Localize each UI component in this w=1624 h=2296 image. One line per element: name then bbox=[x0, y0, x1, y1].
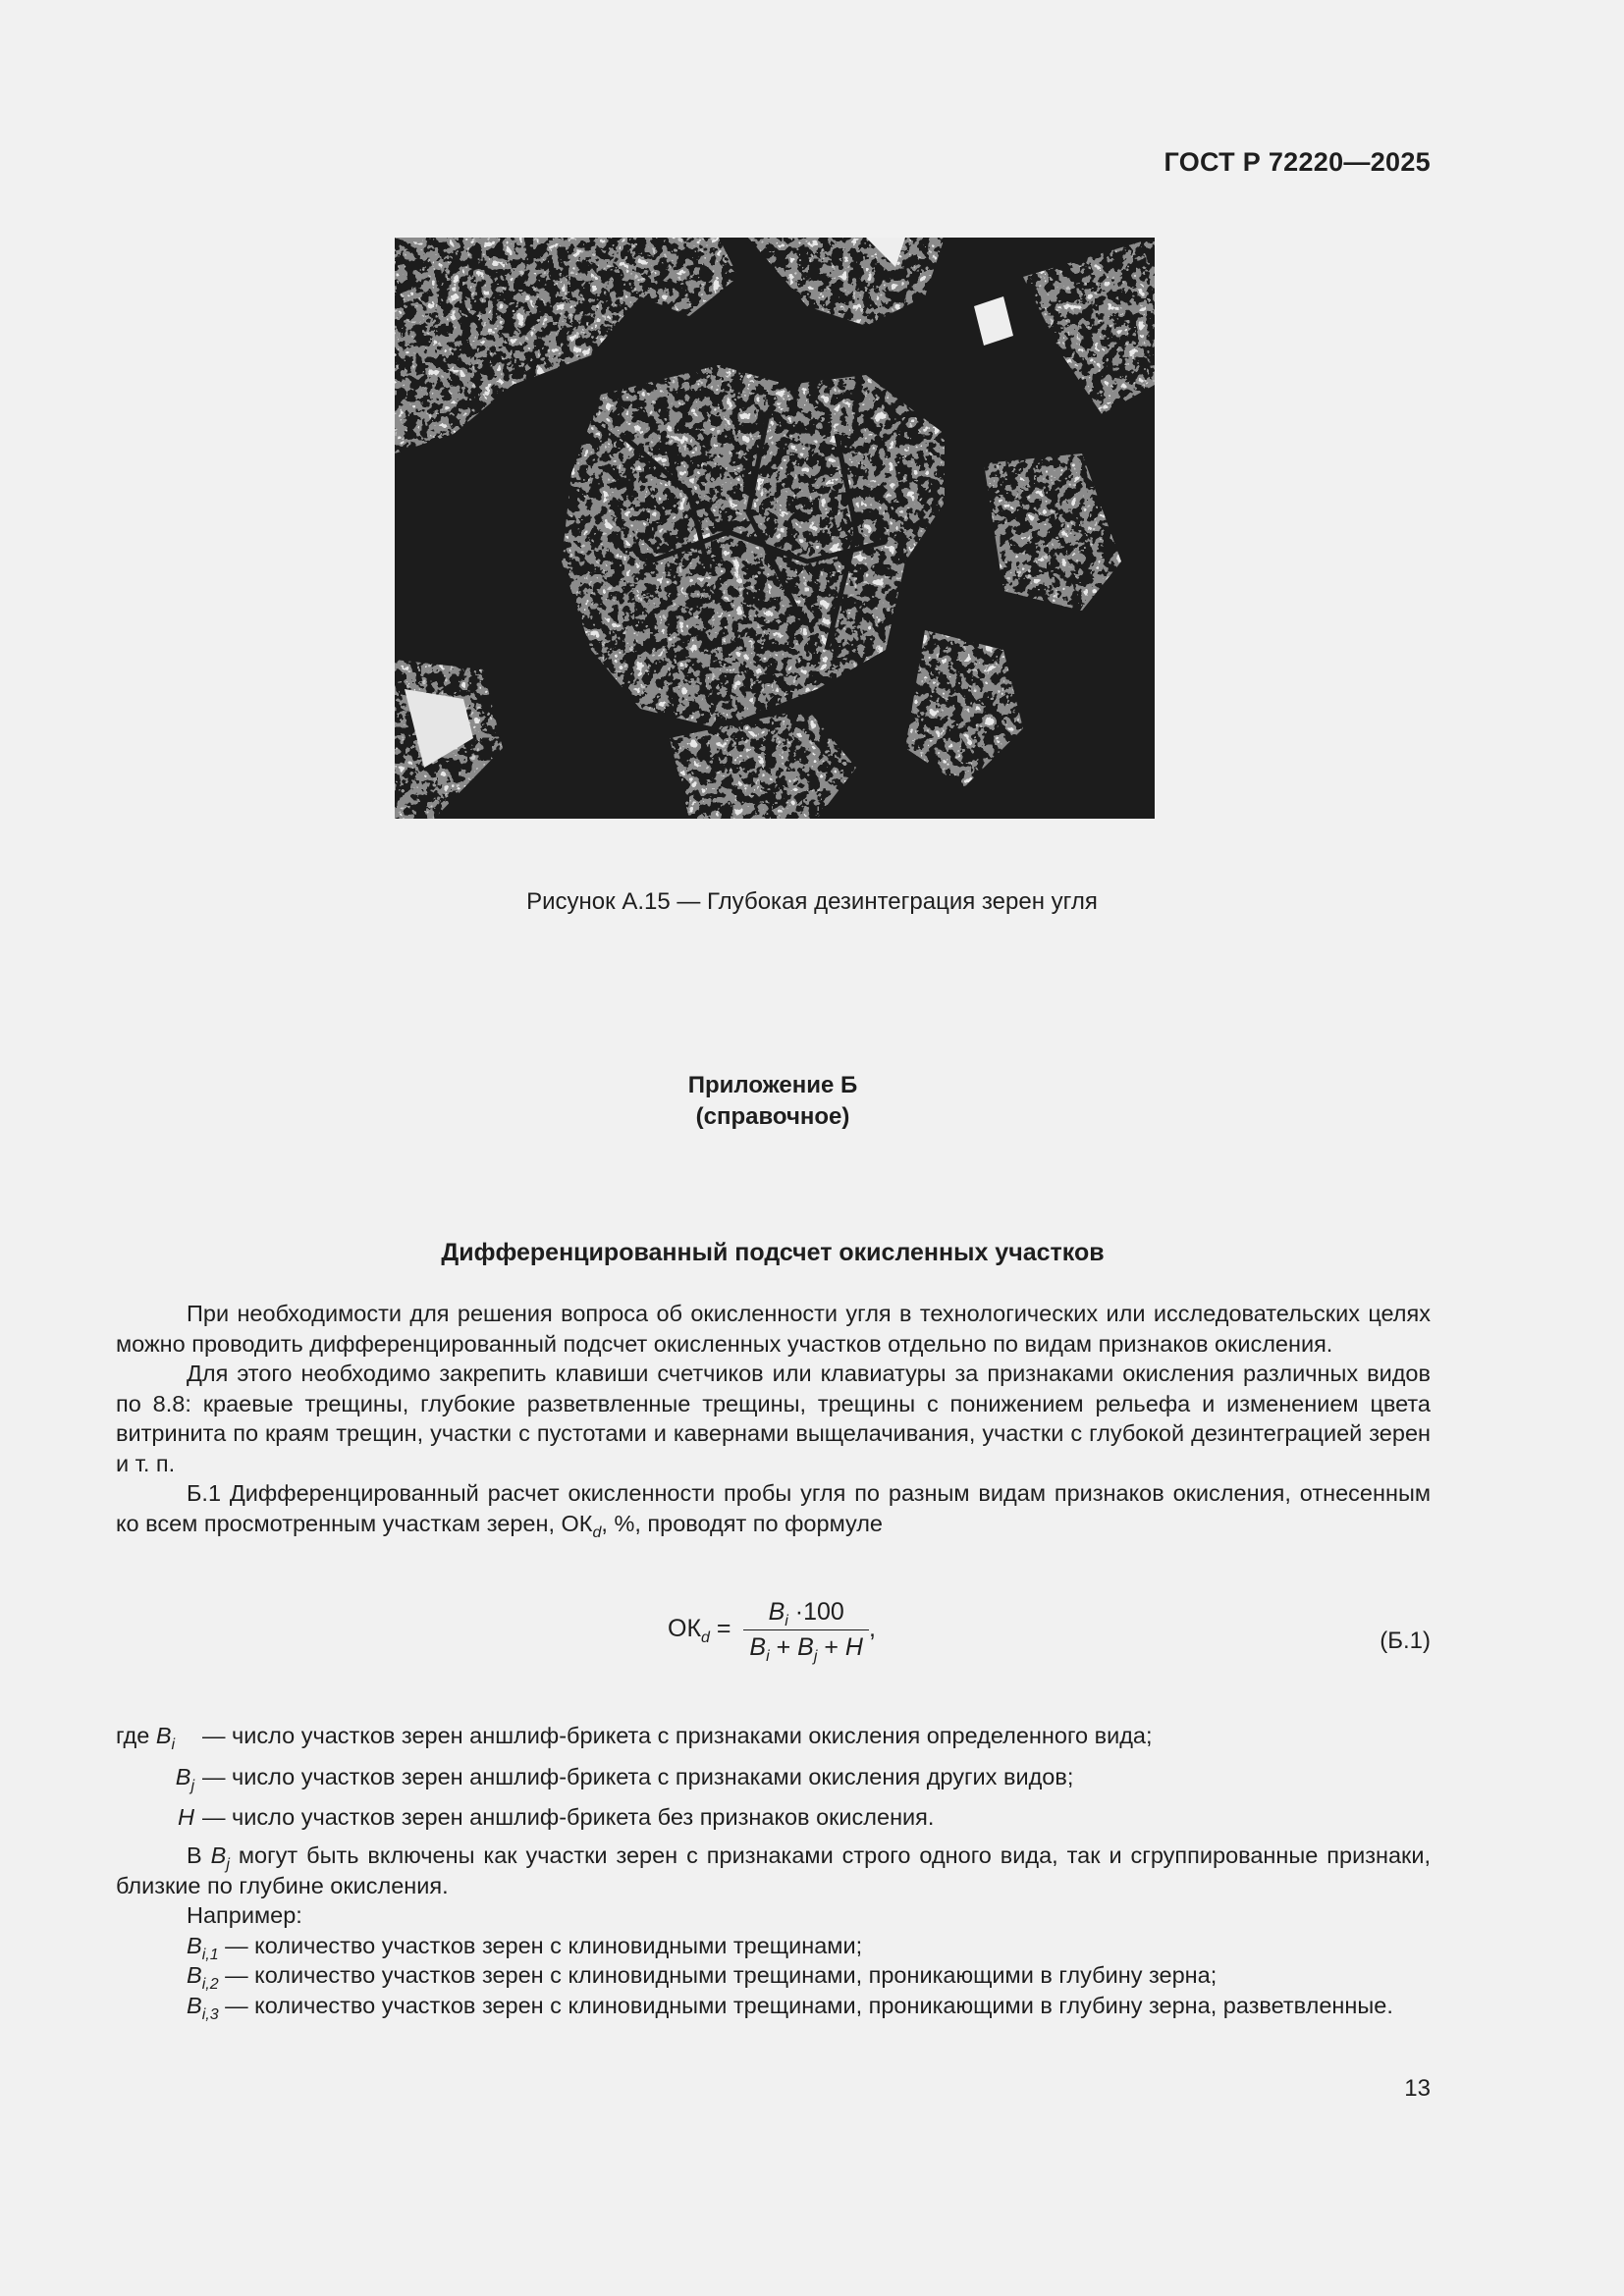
numerator-rest: ·100 bbox=[787, 1598, 844, 1626]
definition-text: — число участков зерен аншлиф-брикета с признаками окисления определенного вида; bbox=[202, 1723, 1153, 1748]
formula-expression bbox=[668, 1598, 876, 1665]
formula-denominator bbox=[743, 1630, 869, 1665]
figure-caption: Рисунок А.15 — Глубокая дезинтеграция зерен угля bbox=[526, 888, 1098, 915]
definition-symbol bbox=[116, 1762, 202, 1792]
den-b2: B bbox=[797, 1633, 814, 1661]
example-item-3 bbox=[116, 1991, 1431, 2021]
definition-row bbox=[116, 1802, 1431, 1833]
paragraph-4-text-a: В bbox=[187, 1842, 211, 1868]
formula-definitions bbox=[116, 1721, 1431, 1843]
annex-title: Дифференцированный подсчет окисленных участков bbox=[441, 1239, 1105, 1266]
formula-b1 bbox=[0, 1598, 1624, 1667]
definition-var: B bbox=[175, 1763, 191, 1789]
paragraph-3-text-a: Б.1 Дифференцированный расчет окисленности пробы угля по разным видам признаков окисления, отнесенным ко всем просмотренным участкам зерен, ОК bbox=[116, 1480, 1431, 1536]
example-text: — количество участков зерен с клиновидными трещинами; bbox=[218, 1932, 863, 1958]
example-var: B bbox=[187, 1962, 202, 1988]
definition-symbol bbox=[116, 1721, 202, 1751]
den-h: H bbox=[844, 1633, 863, 1661]
example-item-2 bbox=[116, 1960, 1431, 1991]
coal-grain-micrograph bbox=[395, 238, 1155, 819]
formula-comma: , bbox=[868, 1615, 876, 1643]
paragraph-4-sub: j bbox=[226, 1856, 230, 1873]
page-number: 13 bbox=[1404, 2075, 1431, 2102]
example-sub: i,1 bbox=[201, 1946, 219, 1963]
annex-heading bbox=[0, 1070, 1545, 1133]
definition-row bbox=[116, 1721, 1431, 1751]
definition-var: H bbox=[178, 1804, 194, 1830]
formula-lhs-subscript: d bbox=[701, 1629, 710, 1647]
paragraph-3-subscript: d bbox=[592, 1523, 602, 1541]
numerator-sub: i bbox=[785, 1613, 788, 1629]
formula-numerator bbox=[743, 1598, 869, 1630]
example-label: Например: bbox=[187, 1902, 302, 1928]
numerator-var: B bbox=[768, 1598, 785, 1626]
annex-label: Приложение Б bbox=[687, 1072, 858, 1098]
paragraph-3 bbox=[116, 1478, 1431, 1541]
definition-row bbox=[116, 1762, 1431, 1792]
den-b2-sub: j bbox=[813, 1648, 818, 1665]
body-text bbox=[116, 1299, 1431, 1541]
formula-fraction bbox=[743, 1598, 869, 1665]
micrograph-image bbox=[395, 238, 1155, 819]
example-item-1 bbox=[116, 1931, 1431, 1961]
definition-sub: i bbox=[171, 1736, 176, 1753]
definition-var: B bbox=[155, 1723, 172, 1748]
example-text: — количество участков зерен с клиновидными трещинами, проникающими в глубину зерна; bbox=[218, 1962, 1218, 1988]
paragraph-4-var: B bbox=[210, 1842, 227, 1868]
annex-type: (справочное) bbox=[695, 1103, 850, 1130]
definition-prefix: где bbox=[116, 1723, 156, 1748]
example-sub: i,2 bbox=[201, 1976, 219, 1993]
closing-text bbox=[116, 1841, 1431, 2023]
paragraph-2: Для этого необходимо закрепить клавиши счетчиков или клавиатуры за признаками окисления различных видов по 8.8: краевые трещины, глубокие разветвленные трещины, трещины с понижением рельефа и изменением цвета витринита по краям трещин, участки с пустотами и кавернами выщелачивания, участки с глубокой дезинтеграцией зерен и т. п. bbox=[116, 1361, 1431, 1476]
example-var: B bbox=[187, 1932, 202, 1958]
den-plus-2: + bbox=[817, 1633, 845, 1661]
formula-number: (Б.1) bbox=[1380, 1628, 1431, 1654]
paragraph-1: При необходимости для решения вопроса об окисленности угля в технологических или исследовательских целях можно проводить дифференцированный подсчет окисленных участков отдельно по видам признаков окисления. bbox=[116, 1301, 1431, 1357]
definition-sub: j bbox=[190, 1777, 194, 1794]
example-sub: i,3 bbox=[201, 2005, 219, 2023]
example-text: — количество участков зерен с клиновидными трещинами, проникающими в глубину зерна, разветвленные. bbox=[218, 1992, 1393, 2018]
paragraph-3-text-b: , %, проводят по формуле bbox=[601, 1510, 884, 1536]
example-var: B bbox=[187, 1992, 202, 2018]
definition-text: — число участков зерен аншлиф-брикета без признаков окисления. bbox=[202, 1804, 935, 1830]
formula-lhs: ОК bbox=[668, 1615, 702, 1643]
formula-equals: = bbox=[709, 1615, 738, 1643]
definition-symbol bbox=[116, 1802, 202, 1833]
document-code: ГОСТ Р 72220—2025 bbox=[1164, 147, 1431, 177]
den-b1: B bbox=[749, 1633, 767, 1661]
den-b1-sub: i bbox=[766, 1648, 770, 1665]
paragraph-4 bbox=[116, 1841, 1431, 1900]
definition-text: — число участков зерен аншлиф-брикета с признаками окисления других видов; bbox=[202, 1763, 1074, 1789]
paragraph-4-text-b: могут быть включены как участки зерен с признаками строго одного вида, так и сгруппированные признаки, близкие по глубине окисления. bbox=[116, 1842, 1431, 1898]
den-plus-1: + bbox=[769, 1633, 798, 1661]
